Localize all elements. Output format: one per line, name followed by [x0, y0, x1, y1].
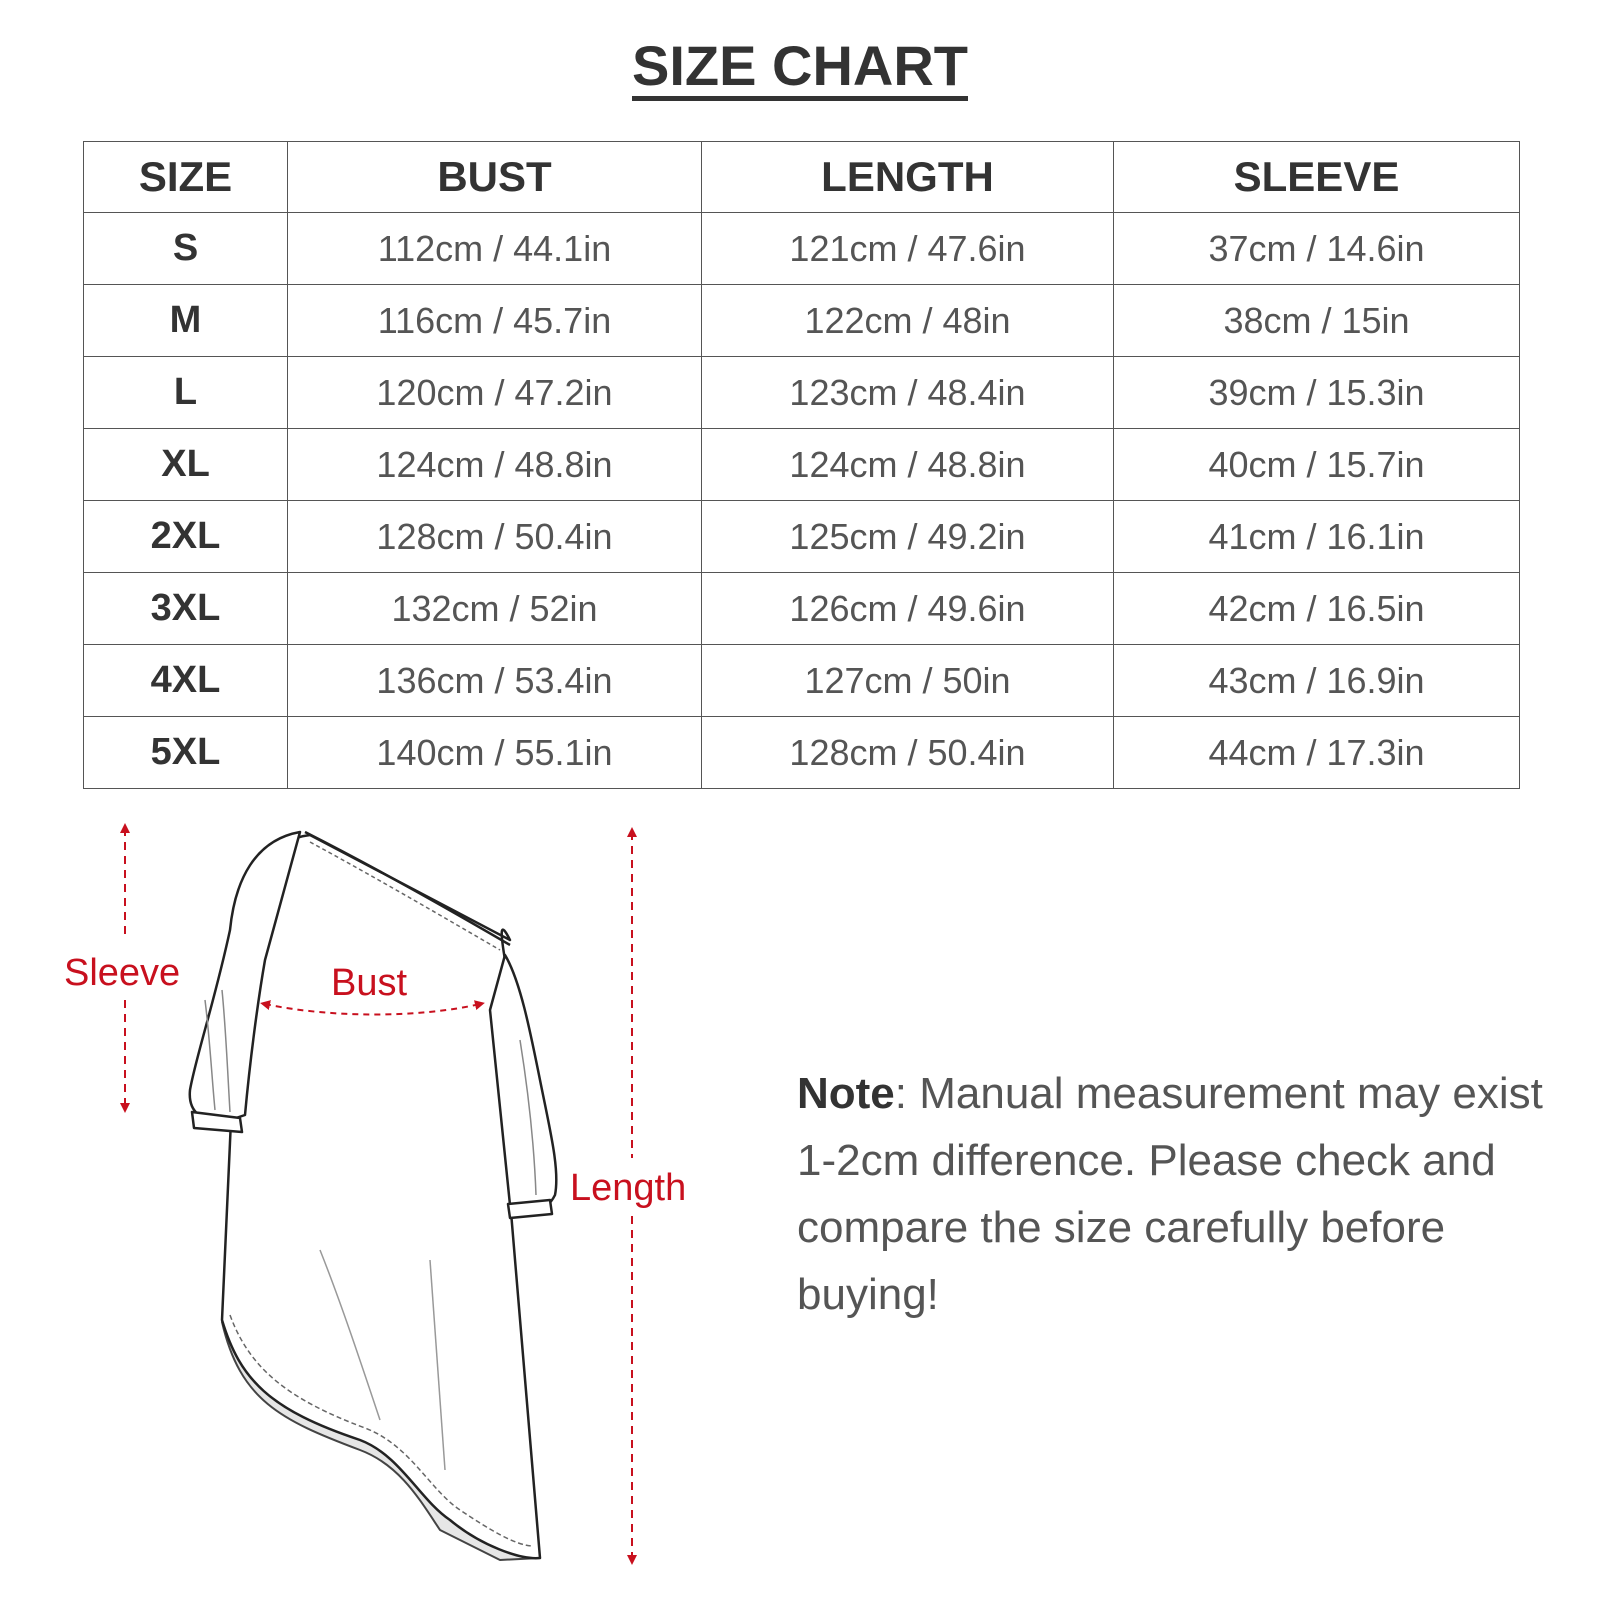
bust-cell: 124cm / 48.8in — [288, 429, 702, 501]
sleeve-cell: 41cm / 16.1in — [1114, 501, 1520, 573]
bust-cell: 112cm / 44.1in — [288, 213, 702, 285]
size-cell: M — [84, 285, 288, 357]
length-cell: 121cm / 47.6in — [702, 213, 1114, 285]
sleeve-cell: 37cm / 14.6in — [1114, 213, 1520, 285]
size-cell: L — [84, 357, 288, 429]
size-cell: S — [84, 213, 288, 285]
size-cell: 5XL — [84, 717, 288, 789]
length-measure — [570, 832, 686, 1560]
sleeve-cell: 38cm / 15in — [1114, 285, 1520, 357]
column-header-sleeve: SLEEVE — [1114, 142, 1520, 213]
size-chart-title — [0, 36, 1600, 101]
dress-illustration — [190, 832, 557, 1560]
length-cell: 126cm / 49.6in — [702, 573, 1114, 645]
title-text: SIZE CHART — [632, 36, 968, 101]
size-cell: 4XL — [84, 645, 288, 717]
table-row — [84, 501, 1520, 573]
garment-diagram — [0, 800, 760, 1600]
table-header-row — [84, 142, 1520, 213]
length-label: Length — [570, 1167, 687, 1209]
length-cell: 124cm / 48.8in — [702, 429, 1114, 501]
size-cell: XL — [84, 429, 288, 501]
bust-cell: 116cm / 45.7in — [288, 285, 702, 357]
sleeve-cell: 44cm / 17.3in — [1114, 717, 1520, 789]
length-cell: 128cm / 50.4in — [702, 717, 1114, 789]
length-cell: 122cm / 48in — [702, 285, 1114, 357]
bust-cell: 132cm / 52in — [288, 573, 702, 645]
sleeve-cell: 40cm / 15.7in — [1114, 429, 1520, 501]
bust-cell: 128cm / 50.4in — [288, 501, 702, 573]
sleeve-cell: 42cm / 16.5in — [1114, 573, 1520, 645]
table-row — [84, 717, 1520, 789]
table-row — [84, 573, 1520, 645]
note-text: : Manual measurement may exist 1-2cm difference. Please check and compare the size carefully before buying! — [797, 1069, 1543, 1319]
column-header-bust: BUST — [288, 142, 702, 213]
bust-label: Bust — [331, 962, 408, 1004]
sleeve-cell: 39cm / 15.3in — [1114, 357, 1520, 429]
table-row — [84, 429, 1520, 501]
bust-cell: 140cm / 55.1in — [288, 717, 702, 789]
table-row — [84, 357, 1520, 429]
bust-cell: 120cm / 47.2in — [288, 357, 702, 429]
length-cell: 127cm / 50in — [702, 645, 1114, 717]
length-cell: 123cm / 48.4in — [702, 357, 1114, 429]
size-cell: 3XL — [84, 573, 288, 645]
bust-cell: 136cm / 53.4in — [288, 645, 702, 717]
measurement-note — [797, 1060, 1557, 1328]
note-label: Note — [797, 1069, 895, 1118]
size-table — [83, 141, 1520, 789]
size-cell: 2XL — [84, 501, 288, 573]
sleeve-cell: 43cm / 16.9in — [1114, 645, 1520, 717]
column-header-length: LENGTH — [702, 142, 1114, 213]
column-header-size: SIZE — [84, 142, 288, 213]
table-row — [84, 285, 1520, 357]
sleeve-label: Sleeve — [64, 952, 181, 994]
length-cell: 125cm / 49.2in — [702, 501, 1114, 573]
table-row — [84, 645, 1520, 717]
table-row — [84, 213, 1520, 285]
sleeve-measure — [64, 828, 180, 1108]
